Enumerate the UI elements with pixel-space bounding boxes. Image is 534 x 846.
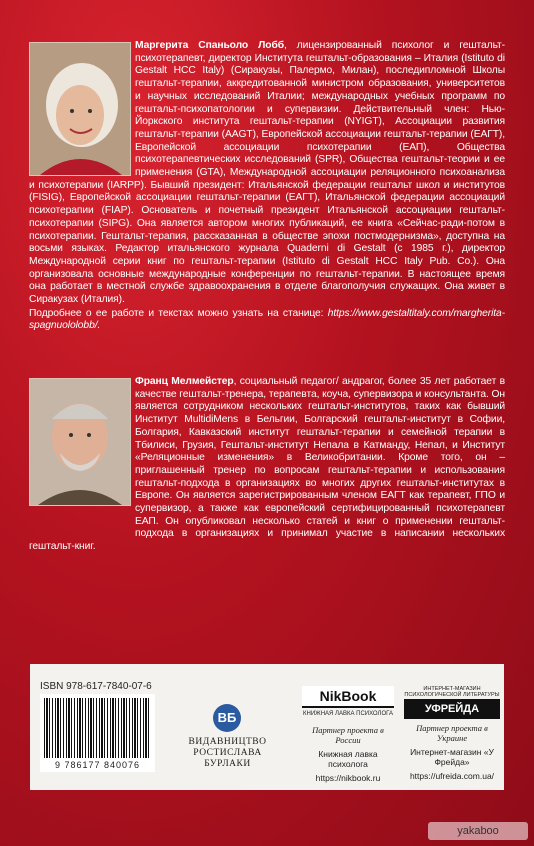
author2-name: Франц Мелмейстер (135, 376, 234, 387)
partner-nikbook (302, 686, 394, 783)
partner-ufreida (404, 686, 500, 781)
publisher-line1: ВИДАВНИЦТВО (188, 737, 267, 747)
partner2-role: Партнер проекта в Украине (416, 723, 488, 743)
ufreida-logo-top: ИНТЕРНЕТ-МАГАЗИН ПСИХОЛОГИЧЕСКОЙ ЛИТЕРАТУРЫ (404, 686, 500, 698)
isbn-label: ISBN 978-617-7840-07-6 (40, 681, 152, 692)
partner2-url[interactable]: https://ufreida.com.ua/ (409, 771, 495, 781)
author1-name: Маргерита Спаньоло Лобб (135, 40, 284, 51)
barcode-digits: 9 786177 840076 (54, 760, 141, 770)
publisher-line2: РОСТИСЛАВА БУРЛАКИ (193, 748, 262, 769)
partner2-name: Интернет-магазин «У Фрейда» (410, 747, 494, 767)
barcode-bars (44, 698, 151, 758)
barcode (40, 694, 155, 772)
nikbook-logo: NikBook (302, 686, 394, 708)
author2-bio-text: , социальный педагог/ андрагог, более 35 лет работает в качестве гештальт-тренера, терапевта, коуча, супервизора и консультанта. Он является сотрудником нескольких гештальт-институтов, таких как бывший Институт MultidiMens в Бельгии, Болгарский гештальт-институт в Софии, Болгария, Кавказский институт гештальт-терапии и семейной терапии в Тбилиси, Грузия, Гештальт-институт Непала в Катманду, Непал, и Институт «Реляционные изменения» в Великобритании. Кроме того, он – приглашенный тренер по вопросам гештальт-терапии и использования гештальт-подхода в организациях во многих других гештальт-институтах в Европе. Он является зарегистрированным членом ЕАГТ как терапевт, ГПО и супервизор, а также как европейский сертифицированный психотерапевт ЕАП. Он опубликовал несколько статей и книг о применении гештальт-подхода в организациях и принимал участие в написании нескольких гештальт-книг. (29, 376, 505, 553)
author1-bio (29, 40, 505, 333)
nikbook-logo-sub: КНИЖНАЯ ЛАВКА ПСИХОЛОГА (303, 711, 393, 717)
author1-link[interactable]: https://www.gestaltitaly.com/margherita-spagnuololobb/. (29, 307, 505, 332)
ufreida-logo: УФРЕЙДА (404, 699, 500, 719)
partner1-name: Книжная лавка психолога (318, 749, 378, 769)
author1-more-text: Подробнее о ее работе и текстах можно узнать на станице: (29, 307, 328, 319)
yakaboo-watermark: yakaboo (428, 822, 528, 840)
publisher-panel (30, 664, 504, 790)
author1-bio-text: , лицензированный психолог и гештальт-психотерапевт, директор Института гештальт-образования – Италия (Istituto di Gestalt HCC Italy) (Сиракузы, Палермо, Милан), последипломной Школы гештальт-терапии, аккредитованной министром образования, университетов и научных исследований Италии; международных учебных программ по гештальт-психопатологии и супервизии. Действительный член: Нью-Йоркского института гештальт-терапии (NYIGT), Ассоциации развития гештальт-терапии (AAGT), Европейской ассоциации гештальт-терапии (ЕАГТ), Европейской ассоциации психотерапии (ЕАП), Общества психотерапевтических исследований (SPR), Общества гештальт-теории и ее применения (GTA), Международной ассоциации реляционного психоанализа и психотерапии (IARPP). Бывший президент: Итальянской федерации гештальт школ и институтов (FISIG), Европейской ассоциации гештальт-терапии (ЕАГТ), Итальянской федерации ассоциаций психотерапии (FIAP). Основатель и почетный президент Итальянской ассоциации гештальт-психотерапии (SIPG). Она является автором многих публикаций, ее книга «Сейчас-ради-потом в психотерапии. Гештальт-терапия, рассказанная в обществе эпохи постмодернизма», доступна на восьми языках. Редактор итальянского журнала Quaderni di Gestalt (с 1985 г.), директор Международной серии книг по гештальт-терапии (Istituto di Gestalt HCC Italy Pub. Co.). Она организовала основные международные конференции по гештальт-терапии. В настоящее время она работает в местной службе здравоохранения в отделе благополучия служащих. Она живет в Сиракузах (Италия). (29, 40, 505, 306)
publisher-logo-icon: ВБ (213, 704, 241, 732)
partner1-role: Партнер проекта в России (312, 725, 384, 745)
author2-bio (29, 376, 505, 554)
publisher-name (170, 737, 285, 770)
partner1-url[interactable]: https://nikbook.ru (315, 773, 381, 783)
